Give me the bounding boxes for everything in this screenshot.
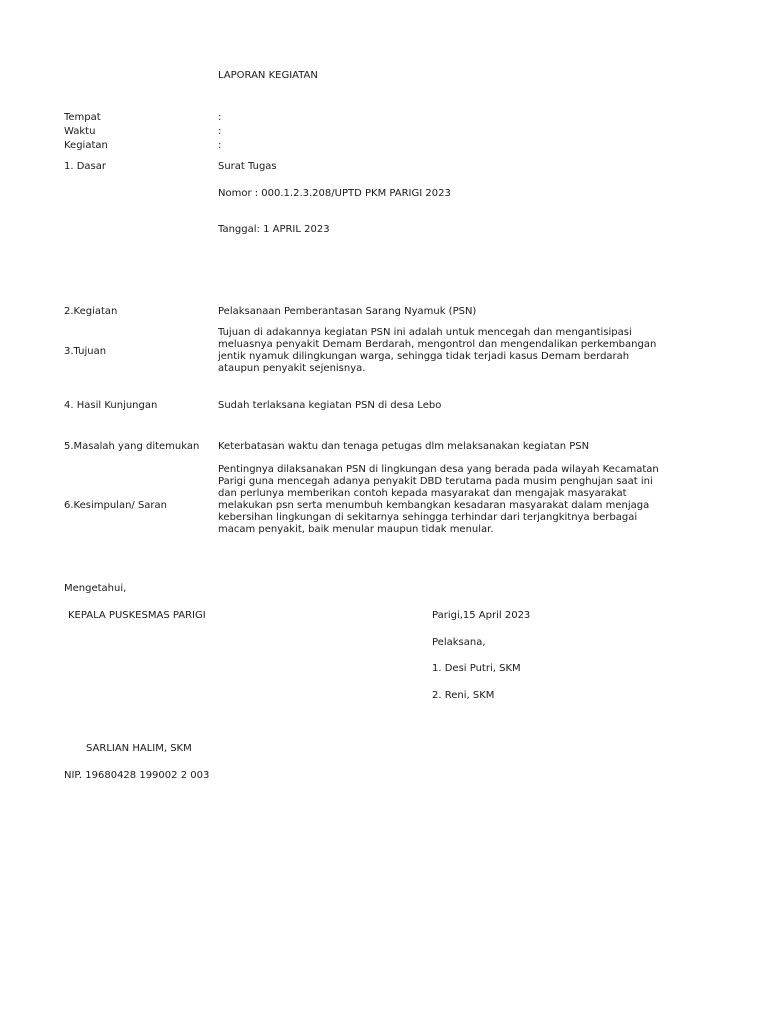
kepala-nip: NIP. 19680428 199002 2 003 <box>64 770 210 781</box>
dasar-nomor: Nomor : 000.1.2.3.208/UPTD PKM PARIGI 2023 <box>218 188 451 199</box>
kesimpulan-text: Pentingnya dilaksanakan PSN di lingkungan desa yang berada pada wilayah Kecamatan Parigi guna mencegah adanya penyakit DBD terutama pada musim penghujan saat ini dan perlunya memberikan contoh kepada masyarakat dan mengajak masyarakat melakukan psn serta menumbuh kembangkan kesadaran masyarakat dalam menjaga kebersihan lingkungan di sekitarnya sehingga terhindar dari terjangkitnya berbagai macam penyakit, baik menular maupun tidak menular. <box>218 464 659 535</box>
waktu-label: Waktu <box>64 126 96 137</box>
hasil-text: Sudah terlaksana kegiatan PSN di desa Lebo <box>218 400 442 411</box>
masalah-label: 5.Masalah yang ditemukan <box>64 441 200 452</box>
dasar-tanggal: Tanggal: 1 APRIL 2023 <box>218 224 330 235</box>
mengetahui-text: Mengetahui, <box>64 583 127 594</box>
kepala-title: KEPALA PUSKESMAS PARIGI <box>68 610 206 621</box>
tujuan-text: Tujuan di adakannya kegiatan PSN ini adalah untuk mencegah dan mengantisipasi meluasnya penyakit Demam Berdarah, mengontrol dan mengendalikan perkembangan jentik nyamuk dilingkungan warga, sehingga tidak terjadi kasus Demam berdarah ataupun penyakit sejenisnya. <box>218 327 657 374</box>
tujuan-label: 3.Tujuan <box>64 346 107 357</box>
kegiatan-field-label: Kegiatan <box>64 140 108 151</box>
tempat-colon: : <box>218 112 222 123</box>
kegiatan-label: 2.Kegiatan <box>64 306 118 317</box>
kegiatan-field-colon: : <box>218 140 222 151</box>
dasar-label: 1. Dasar <box>64 161 106 172</box>
masalah-text: Keterbatasan waktu dan tenaga petugas dlm melaksanakan kegiatan PSN <box>218 441 590 452</box>
place-date: Parigi,15 April 2023 <box>432 610 531 621</box>
hasil-label: 4. Hasil Kunjungan <box>64 400 158 411</box>
dasar-surat-tugas: Surat Tugas <box>218 161 277 172</box>
waktu-colon: : <box>218 126 222 137</box>
kepala-name: SARLIAN HALIM, SKM <box>86 743 192 754</box>
pelaksana-2: 2. Reni, SKM <box>432 690 495 701</box>
tempat-label: Tempat <box>64 112 101 123</box>
kegiatan-text: Pelaksanaan Pemberantasan Sarang Nyamuk (PSN) <box>218 306 477 317</box>
document-title: LAPORAN KEGIATAN <box>218 70 318 81</box>
kesimpulan-label: 6.Kesimpulan/ Saran <box>64 500 168 511</box>
pelaksana-1: 1. Desi Putri, SKM <box>432 663 521 674</box>
pelaksana-label: Pelaksana, <box>432 637 486 648</box>
